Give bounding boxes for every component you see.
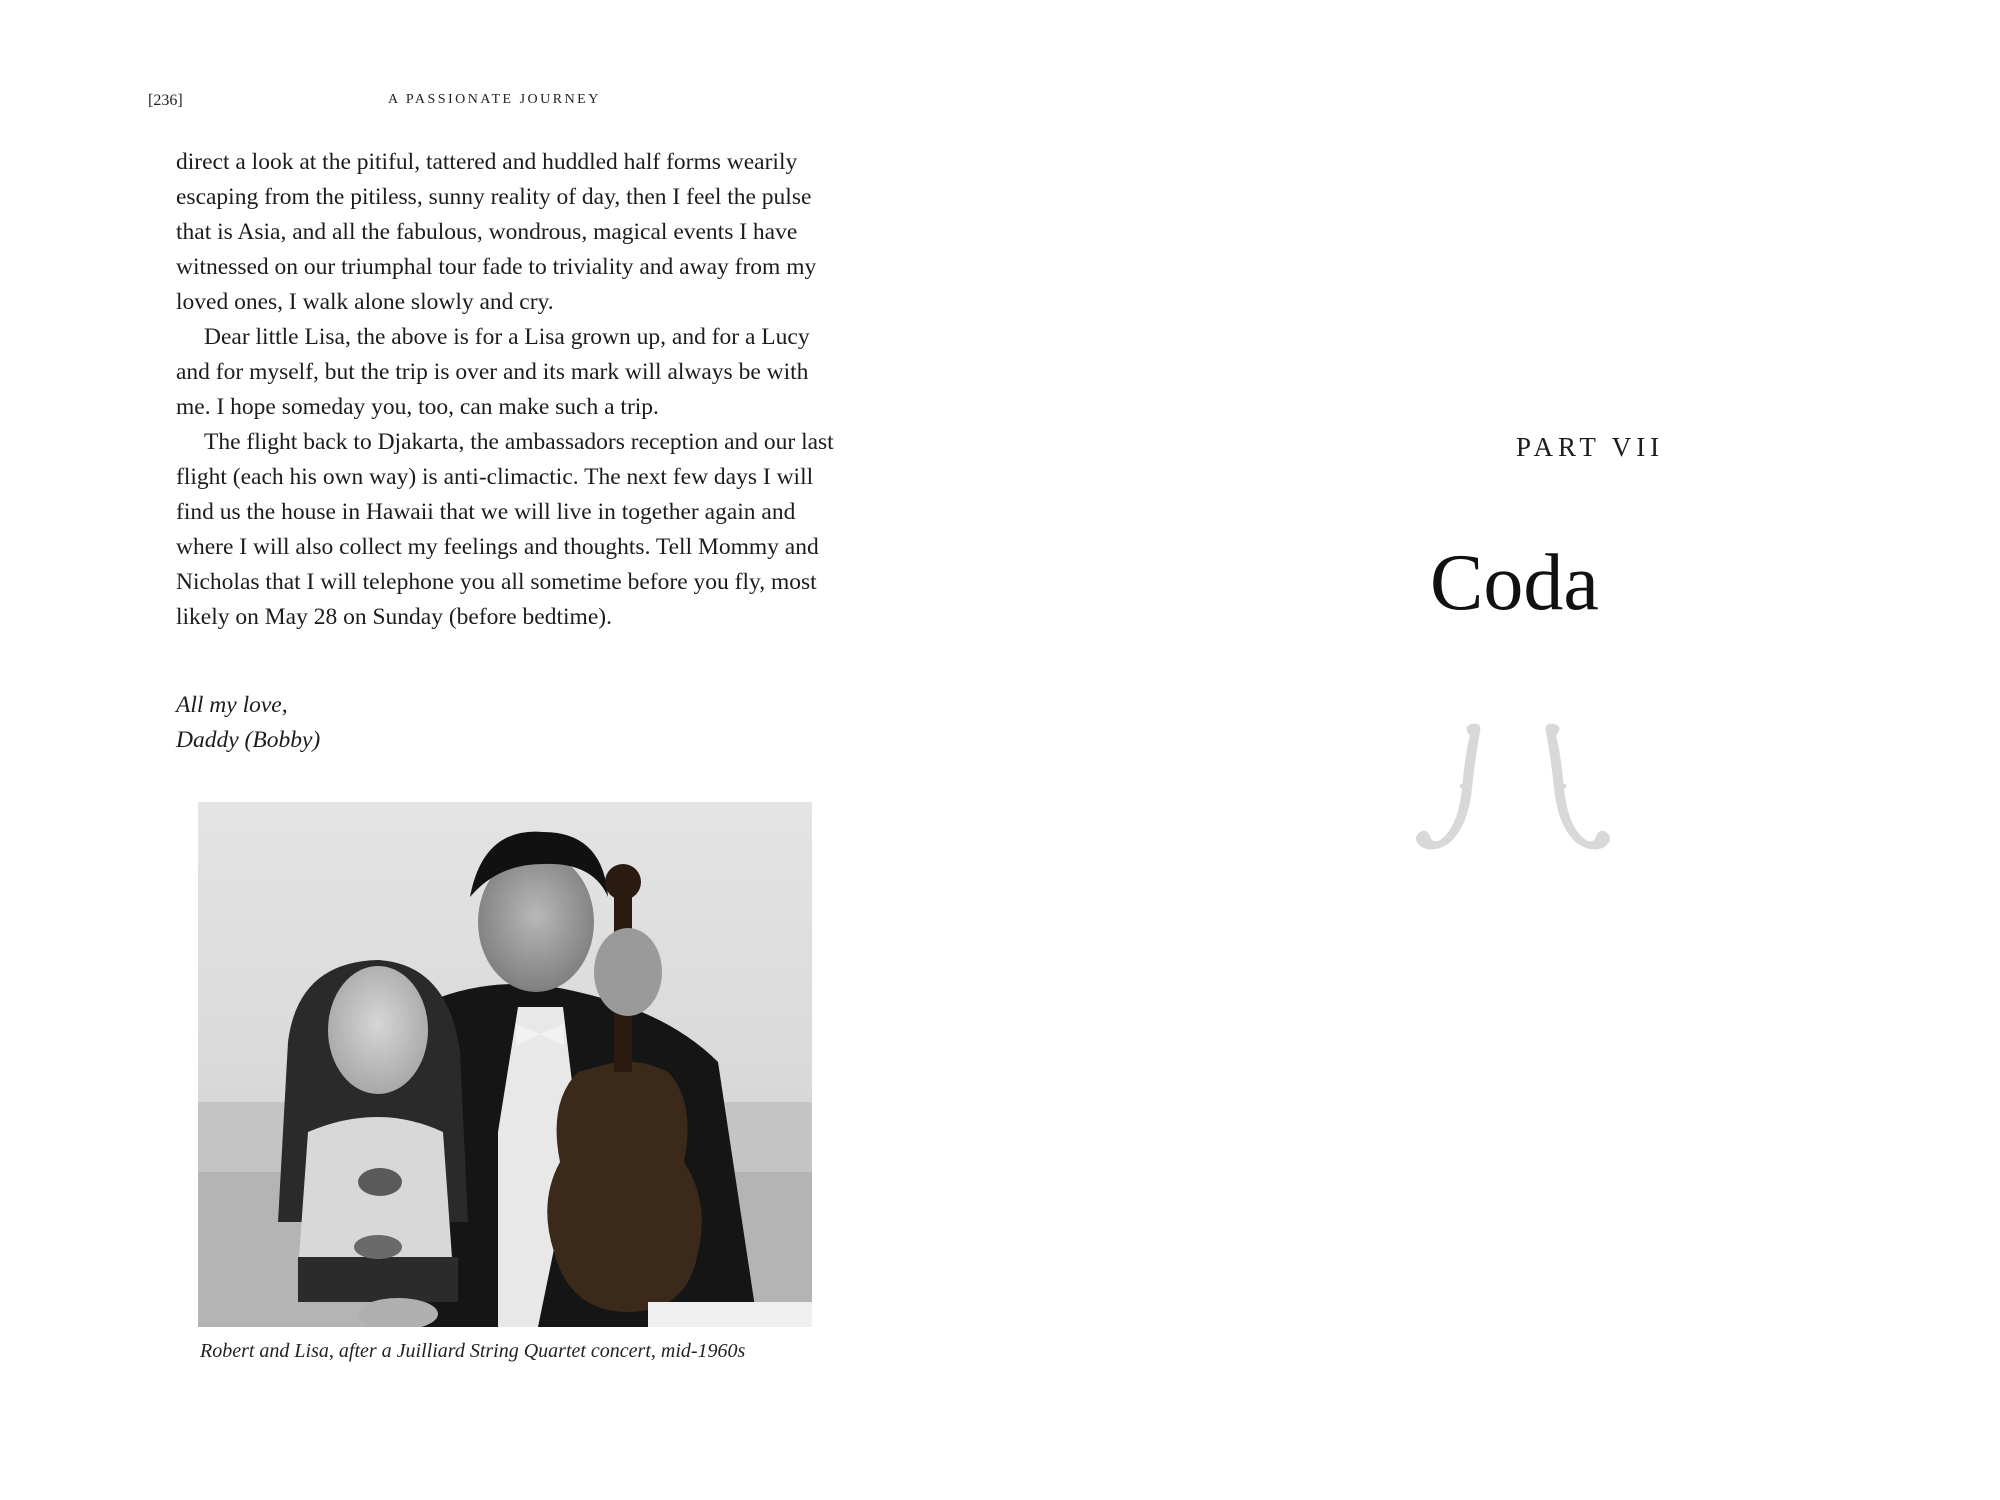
chapter-title: Coda [1430, 539, 1599, 627]
paragraph-1: direct a look at the pitiful, tattered and huddled half forms wearily escaping from the pitiless, sunny reality of day, then I feel the pulse that is Asia, and all the fabulous, wondrous, magical events I have witnessed on our triumphal tour fade to triviality and away from my loved ones, I walk alone slowly and cry. [176, 149, 817, 315]
right-page [1000, 0, 2000, 1500]
photo-caption: Robert and Lisa, after a Juilliard String Quartet concert, mid-1960s [200, 1340, 746, 1362]
letter-signoff [176, 688, 676, 758]
photo-illustration [198, 802, 812, 1327]
photo-robert-and-lisa [198, 802, 812, 1327]
body-text [176, 145, 836, 635]
violin-f-holes-icon [1408, 718, 1618, 858]
signoff-closing: All my love, [176, 692, 288, 718]
part-label: PART VII [1516, 432, 1665, 462]
paragraph-2: Dear little Lisa, the above is for a Lisa grown up, and for a Lucy and for myself, but the trip is over and its mark will always be with me. I hope someday you, too, can make such a trip. [176, 324, 810, 420]
running-head [148, 92, 848, 116]
running-title: A PASSIONATE JOURNEY [388, 92, 601, 107]
paragraph-3: The flight back to Djakarta, the ambassadors reception and our last flight (each his own way) is anti-climactic. The next few days I will find us the house in Hawaii that we will live in together again and where I will also collect my feelings and thoughts. Tell Mommy and Nicholas that I will telephone you all sometime before you fly, most likely on May 28 on Sunday (before bedtime). [176, 429, 834, 630]
page-number: [236] [148, 92, 183, 109]
signoff-signature: Daddy (Bobby) [176, 727, 321, 753]
